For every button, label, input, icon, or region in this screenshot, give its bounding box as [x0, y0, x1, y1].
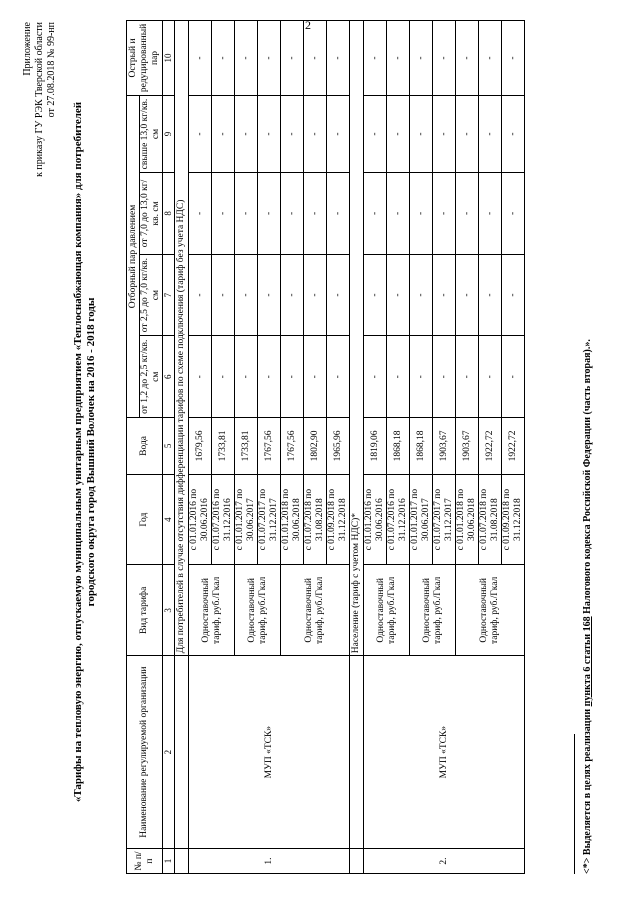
- empty-value: -: [189, 95, 212, 172]
- col-number: 2: [163, 656, 175, 849]
- header-steam-3: от 7,0 до 13,0 кг/кв. см: [140, 173, 163, 255]
- tariff-type: Одноставочный тариф, руб./Гкал: [410, 565, 456, 656]
- header-num: № п/ п: [127, 849, 163, 874]
- empty-value: -: [502, 173, 525, 255]
- header-tariff-type: Вид тарифа: [127, 565, 163, 656]
- header-water: Вода: [127, 418, 163, 475]
- water-value: 1868,18: [387, 418, 410, 475]
- col-number: 5: [163, 418, 175, 475]
- water-value: 1733,81: [235, 418, 258, 475]
- empty-value: -: [456, 21, 479, 96]
- period: с 01.07.2018 по 31.08.2018: [479, 474, 502, 565]
- tariff-type: Одноставочный тариф, руб./Гкал: [364, 565, 410, 656]
- empty-value: -: [456, 95, 479, 172]
- empty-value: -: [189, 336, 212, 418]
- header-org: Наименование регулируемой организации: [127, 656, 163, 849]
- water-value: 1767,56: [281, 418, 304, 475]
- col-number: 7: [163, 254, 175, 336]
- footnote-link[interactable]: пункта 6 статьи 168: [582, 616, 593, 707]
- empty-value: -: [479, 336, 502, 418]
- title-line-1: «Тарифы на тепловую энергию, отпускаемую муниципальным унитарным предприятием «Теплоснабжающая компания» для потребителей: [72, 101, 84, 803]
- empty-value: -: [212, 336, 235, 418]
- period: с 01.09.2018 по 31.12.2018: [502, 474, 525, 565]
- empty-value: -: [456, 336, 479, 418]
- empty-value: -: [235, 336, 258, 418]
- empty-value: -: [479, 95, 502, 172]
- empty-value: -: [281, 95, 304, 172]
- tariff-table: [126, 20, 525, 874]
- empty-value: -: [258, 254, 281, 336]
- org-name: МУП «ТСК»: [189, 656, 350, 849]
- empty-value: -: [433, 336, 456, 418]
- tariff-type: Одноставочный тариф, руб./Гкал: [281, 565, 350, 656]
- col-number: 1: [163, 849, 175, 874]
- empty-value: -: [410, 173, 433, 255]
- empty-value: -: [433, 21, 456, 96]
- empty-value: -: [281, 336, 304, 418]
- water-value: 1903,67: [456, 418, 479, 475]
- empty-value: -: [456, 254, 479, 336]
- tariff-type: Одноставочный тариф, руб./Гкал: [235, 565, 281, 656]
- footnote-prefix: <*> Выделяется в целях реализации: [582, 706, 593, 874]
- period: с 01.01.2017 по 30.06.2017: [235, 474, 258, 565]
- period: с 01.07.2018 по 31.08.2018: [304, 474, 327, 565]
- empty-value: -: [304, 173, 327, 255]
- empty-value: -: [235, 254, 258, 336]
- empty-value: -: [364, 21, 387, 96]
- empty-value: -: [456, 173, 479, 255]
- water-value: 1922,72: [502, 418, 525, 475]
- water-value: 1767,56: [258, 418, 281, 475]
- empty-value: -: [364, 173, 387, 255]
- header-steam-group: Отборный пар давлением: [127, 95, 140, 417]
- table-body-group-2: [350, 21, 525, 874]
- section-row-num: [175, 849, 189, 874]
- org-name: МУП «ТСК»: [364, 656, 525, 849]
- table-row: [189, 21, 212, 874]
- section-row-org: [175, 656, 189, 849]
- period: с 01.09.2018 по 31.12.2018: [327, 474, 350, 565]
- empty-value: -: [327, 21, 350, 96]
- period: с 01.07.2016 по 31.12.2016: [387, 474, 410, 565]
- empty-value: -: [235, 173, 258, 255]
- empty-value: -: [364, 254, 387, 336]
- footnote: [582, 339, 593, 874]
- empty-value: -: [258, 336, 281, 418]
- empty-value: -: [281, 173, 304, 255]
- empty-value: -: [433, 254, 456, 336]
- water-value: 1903,67: [433, 418, 456, 475]
- empty-value: -: [410, 95, 433, 172]
- empty-value: -: [410, 336, 433, 418]
- empty-value: -: [410, 21, 433, 96]
- empty-value: -: [212, 173, 235, 255]
- header-sharp-steam: Острый и редуцированный пар: [127, 21, 163, 96]
- empty-value: -: [479, 21, 502, 96]
- appendix-block: [22, 22, 58, 284]
- empty-value: -: [387, 254, 410, 336]
- water-value: 1965,96: [327, 418, 350, 475]
- header-steam-2: от 2,5 до 7,0 кг/кв. см: [140, 254, 163, 336]
- empty-value: -: [258, 21, 281, 96]
- header-year: Год: [127, 474, 163, 565]
- empty-value: -: [479, 173, 502, 255]
- col-number: 6: [163, 336, 175, 418]
- empty-value: -: [235, 21, 258, 96]
- period: с 01.01.2017 по 30.06.2017: [410, 474, 433, 565]
- empty-value: -: [410, 254, 433, 336]
- period: с 01.07.2017 по 31.12.2017: [258, 474, 281, 565]
- empty-value: -: [364, 95, 387, 172]
- empty-value: -: [502, 21, 525, 96]
- section-title: Население (тариф с учетом НДС)*: [350, 21, 364, 656]
- empty-value: -: [304, 95, 327, 172]
- water-value: 1679,56: [189, 418, 212, 475]
- empty-value: -: [327, 95, 350, 172]
- empty-value: -: [258, 95, 281, 172]
- section-row-org: [350, 656, 364, 849]
- section-row-num: [350, 849, 364, 874]
- empty-value: -: [364, 336, 387, 418]
- empty-value: -: [304, 21, 327, 96]
- empty-value: -: [212, 21, 235, 96]
- empty-value: -: [258, 173, 281, 255]
- appendix-line-2: к приказу ГУ РЭК Тверской области: [34, 22, 45, 177]
- period: с 01.01.2016 по 30.06.2016: [364, 474, 387, 565]
- footnote-rule: [574, 734, 575, 874]
- water-value: 1733,81: [212, 418, 235, 475]
- header-steam-4: свыше 13,0 кг/кв. см: [140, 95, 163, 172]
- tariff-type: Одноставочный тариф, руб./Гкал: [456, 565, 525, 656]
- empty-value: -: [387, 336, 410, 418]
- empty-value: -: [433, 95, 456, 172]
- header-steam-1: от 1,2 до 2,5 кг/кв. см: [140, 336, 163, 418]
- empty-value: -: [479, 254, 502, 336]
- col-number: 8: [163, 173, 175, 255]
- period: с 01.01.2016 по 30.06.2016: [189, 474, 212, 565]
- empty-value: -: [304, 254, 327, 336]
- page-number: 2: [305, 18, 311, 32]
- empty-value: -: [387, 21, 410, 96]
- section-title: Для потребителей в случае отсутствия дифференциации тарифов по схеме подключения (тариф без учета НДС): [175, 21, 189, 656]
- period: с 01.07.2017 по 31.12.2017: [433, 474, 456, 565]
- empty-value: -: [235, 95, 258, 172]
- empty-value: -: [281, 21, 304, 96]
- table-body-group-1: [175, 21, 350, 874]
- empty-value: -: [327, 336, 350, 418]
- title-line-2: городского округа город Вышний Волочек на 2016 - 2018 годы: [85, 297, 97, 607]
- period: с 01.01.2018 по 30.06.2018: [456, 474, 479, 565]
- empty-value: -: [387, 173, 410, 255]
- col-number: 9: [163, 95, 175, 172]
- col-number: 3: [163, 565, 175, 656]
- col-number: 10: [163, 21, 175, 96]
- row-number: 2.: [364, 849, 525, 874]
- section-row: [175, 21, 189, 874]
- col-number: 4: [163, 474, 175, 565]
- table-row: [364, 21, 387, 874]
- appendix-line-1: Приложение: [22, 22, 33, 76]
- tariff-type: Одноставочный тариф, руб./Гкал: [189, 565, 235, 656]
- section-row: [350, 21, 364, 874]
- empty-value: -: [387, 95, 410, 172]
- period: с 01.07.2016 по 31.12.2016: [212, 474, 235, 565]
- empty-value: -: [304, 336, 327, 418]
- empty-value: -: [212, 254, 235, 336]
- empty-value: -: [189, 254, 212, 336]
- empty-value: -: [327, 254, 350, 336]
- empty-value: -: [327, 173, 350, 255]
- water-value: 1868,18: [410, 418, 433, 475]
- water-value: 1922,72: [479, 418, 502, 475]
- empty-value: -: [281, 254, 304, 336]
- empty-value: -: [502, 336, 525, 418]
- empty-value: -: [212, 95, 235, 172]
- empty-value: -: [189, 21, 212, 96]
- empty-value: -: [502, 254, 525, 336]
- period: с 01.01.2018 по 30.06.2018: [281, 474, 304, 565]
- document-title: [72, 20, 98, 884]
- empty-value: -: [189, 173, 212, 255]
- appendix-line-3: от 27.08.2018 № 99-нп: [46, 22, 57, 118]
- row-number: 1.: [189, 849, 350, 874]
- footnote-suffix: Налогового кодекса Российской Федерации (часть вторая).».: [582, 339, 593, 617]
- empty-value: -: [502, 95, 525, 172]
- water-value: 1802,90: [304, 418, 327, 475]
- empty-value: -: [433, 173, 456, 255]
- water-value: 1819,06: [364, 418, 387, 475]
